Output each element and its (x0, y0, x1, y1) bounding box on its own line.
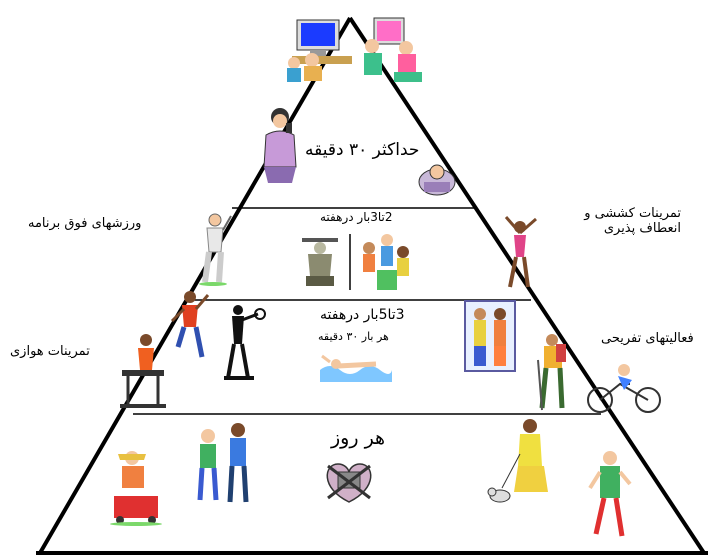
lawnmower-clipart (108, 448, 164, 526)
level3-frequency-label: 3تا5بار درهفته (320, 307, 405, 323)
no-tv-icon (320, 458, 378, 504)
extra-sports-label: ورزشهای فوق برنامه (28, 216, 142, 231)
dancer-clipart (502, 215, 540, 295)
recreational-label: فعالیتهای تفریحی (601, 331, 694, 346)
phone-user-clipart (258, 105, 302, 185)
level2-frequency-label: 2تا3بار درهفته (320, 210, 393, 224)
couch-potato-icon (416, 160, 458, 198)
swimmer-clipart (318, 352, 392, 382)
kids-walking-clipart (192, 420, 258, 508)
level3-duration-label: هر بار ۳۰ دقیقه (318, 330, 389, 343)
base-frequency-label: هر روز (331, 427, 386, 449)
stretching-label (551, 207, 681, 237)
children-clipart (357, 230, 413, 294)
exercise-bike-clipart (118, 330, 168, 410)
walking-couple-clipart (464, 300, 516, 372)
stretching-label-text: تمرینات کششی و انعطاف پذیری (584, 206, 681, 236)
cyclist-clipart (584, 362, 664, 414)
aerobic-label: تمرینات هوازی (10, 344, 90, 359)
shadow-boxer-clipart (222, 300, 266, 382)
hiker-clipart (532, 330, 572, 412)
golfer-clipart (195, 212, 233, 286)
dog-walker-clipart (486, 414, 560, 510)
boxer-clipart (166, 287, 212, 363)
weightlifter-clipart (298, 230, 342, 288)
tv-computer-clipart (282, 8, 430, 86)
runner-clipart (586, 448, 634, 544)
top-level-label: حداکثر ۳۰ دقیقه (305, 140, 420, 160)
